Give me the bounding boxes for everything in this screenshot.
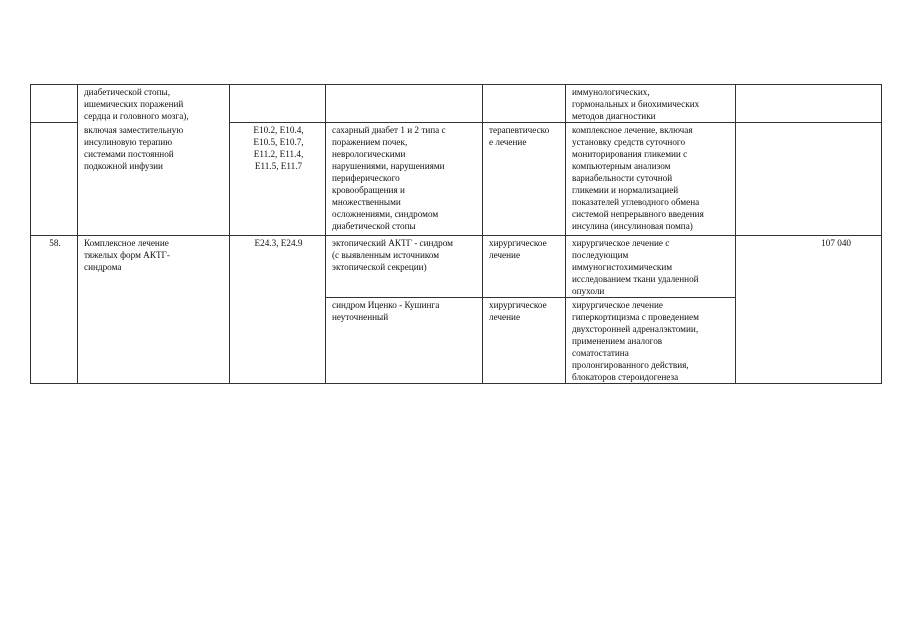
text-line: терапевтическо [489,125,550,135]
text-line: эктопический АКТГ - синдром [332,238,453,248]
table-row [31,85,882,123]
table-row [31,236,882,298]
row-number-cell [31,123,78,236]
text-line: хирургическое лечение [572,300,663,310]
text-line: E11.2, E11.4, [253,149,304,159]
text-line: поражением почек, [332,137,408,147]
text-line: применением аналогов [572,336,663,346]
text-line: е лечение [489,137,527,147]
text-line: (с выявленным источником [332,250,440,260]
text-line: показателей углеводного обмена [572,197,700,207]
text-line: лечение [489,250,521,260]
text-line: гликемии и нормализацией [572,185,679,195]
text-line: периферического [332,173,400,183]
text-line: нарушениями, нарушениями [332,161,445,171]
text-line: иммунологических, [572,87,650,97]
treatment-type-cell [483,85,566,123]
treatment-type-cell [483,236,566,298]
text-line: вариабельности суточной [572,173,673,183]
text-line: инсулиновую терапию [84,136,173,147]
text-line: установку средств суточного [572,137,686,147]
row-number-cell [31,236,78,384]
text-line: системами постоянной [84,148,174,159]
text-line: синдром Иценко - Кушинга [332,300,440,310]
diagnosis-cell [326,123,483,236]
service-name-cell [78,123,230,236]
text-line: системой непрерывного введения [572,209,704,219]
price-cell [736,236,882,384]
text-line: мониторирования гликемии с [572,149,688,159]
text-line: E10.5, E10.7, [253,137,304,147]
price-cell [736,85,882,123]
text-line: E11.5, E11.7 [254,161,303,171]
text-line: сахарный диабет 1 и 2 типа с [332,125,446,135]
text-line: Комплексное лечение [84,238,169,248]
text-line: диабетической стопы [332,221,416,231]
text-line: тяжелых форм АКТГ- [84,250,170,260]
text-line: комплексное лечение, включая [572,125,693,135]
text-line: последующим [572,250,629,260]
text-line: неуточненный [332,312,389,322]
table-row [31,123,882,236]
text-line: методов диагностики [572,111,656,121]
treatment-type-cell [483,123,566,236]
treatment-type-cell [483,298,566,384]
text-line: сердца и головного мозга), [84,111,189,121]
icd-code-cell [230,123,326,236]
icd-code-cell [230,85,326,123]
row-number-cell [31,85,78,123]
method-cell [566,236,736,298]
text-line: E24.3, E24.9 [254,238,303,248]
diagnosis-cell [326,236,483,298]
text-line: хирургическое лечение с [572,238,670,248]
row-number: 58. [49,238,61,248]
icd-code-cell [230,236,326,384]
text-line: иммуногистохимическим [572,262,673,272]
text-line: соматостатина [572,348,629,358]
text-line: множественными [332,197,401,207]
diagnosis-cell [326,298,483,384]
text-line: ишемических поражений [84,99,184,109]
text-line: инсулина (инсулиновая помпа) [572,221,693,231]
price-value: 107 040 [821,238,851,248]
method-cell [566,85,736,123]
text-line: хирургическое [489,238,547,248]
text-line: лечение [489,312,521,322]
method-cell [566,298,736,384]
text-line: опухоли [572,286,605,296]
text-line: E10.2, E10.4, [253,125,304,135]
text-line: пролонгированного действия, [572,360,689,370]
text-line: гормональных и биохимических [572,99,700,109]
text-line: эктопической секреции) [332,262,427,272]
text-line: гиперкортицизма с проведением [572,312,699,322]
text-line: неврологическими [332,149,406,159]
text-line: осложнениями, синдромом [332,209,439,219]
text-line: включая заместительную [84,124,184,135]
text-line: подкожной инфузии [84,160,163,171]
service-name-cell [78,85,230,123]
text-line: хирургическое [489,300,547,310]
medical-services-table [30,84,882,384]
text-line: компьютерным анализом [572,161,671,171]
text-line: кровообращения и [332,185,405,195]
text-line: блокаторов стероидогенеза [572,372,679,382]
text-line: исследованием ткани удаленной [572,274,699,284]
text-line: двухсторонней адреналэктомии, [572,324,699,334]
text-line: синдрома [84,262,122,272]
method-cell [566,123,736,236]
price-cell [736,123,882,236]
service-name-cell [78,236,230,384]
diagnosis-cell [326,85,483,123]
text-line: диабетической стопы, [84,87,170,97]
